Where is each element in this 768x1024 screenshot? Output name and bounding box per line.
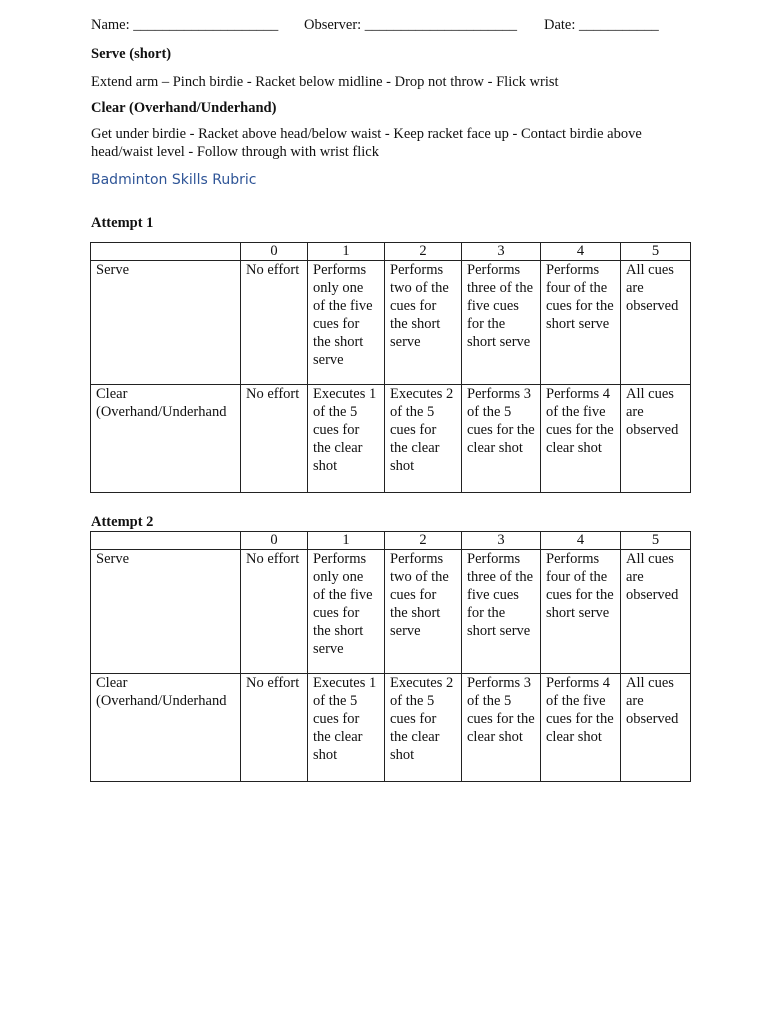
score-header-0: 0 xyxy=(241,532,308,550)
rubric-cell-score-4: Performs four of the cues for the short serve xyxy=(541,550,621,674)
score-header-2: 2 xyxy=(385,532,462,550)
clear-cues-text: Get under birdie - Racket above head/below waist - Keep racket face up - Contact birdie above head/waist level - Follow through with wrist flick xyxy=(91,126,642,160)
attempt-2-title: Attempt 2 xyxy=(91,514,154,530)
rubric-cell-score-5: All cues are observed xyxy=(621,674,691,782)
score-header-3: 3 xyxy=(462,532,541,550)
date-field: Date: ___________ xyxy=(544,17,659,33)
name-field: Name: ____________________ xyxy=(91,17,279,33)
attempt-1-title: Attempt 1 xyxy=(91,215,154,231)
rubric-cell-score-3: Performs 3 of the 5 cues for the clear shot xyxy=(462,385,541,493)
rubric-cell-score-0: No effort xyxy=(241,674,308,782)
rubric-cell-score-4: Performs 4 of the five cues for the clear shot xyxy=(541,385,621,493)
score-header-2: 2 xyxy=(385,243,462,261)
rubric-cell-score-1: Executes 1 of the 5 cues for the clear shot xyxy=(308,674,385,782)
rubric-cell-score-0: No effort xyxy=(241,261,308,385)
rubric-cell-score-0: No effort xyxy=(241,385,308,493)
score-header-1: 1 xyxy=(308,243,385,261)
attempt-1-table xyxy=(90,242,691,493)
rubric-cell-score-5: All cues are observed xyxy=(621,385,691,493)
score-header-4: 4 xyxy=(541,243,621,261)
rubric-cell-score-3: Performs three of the five cues for the short serve xyxy=(462,261,541,385)
rubric-cell-score-1: Executes 1 of the 5 cues for the clear shot xyxy=(308,385,385,493)
rubric-cell-score-5: All cues are observed xyxy=(621,261,691,385)
rubric-cell-score-0: No effort xyxy=(241,550,308,674)
rubric-cell-score-3: Performs 3 of the 5 cues for the clear shot xyxy=(462,674,541,782)
skill-label-cell: Clear (Overhand/Underhand xyxy=(91,385,241,493)
rubric-cell-score-4: Performs four of the cues for the short serve xyxy=(541,261,621,385)
serve-row xyxy=(91,550,691,674)
skill-label-cell: Serve xyxy=(91,261,241,385)
serve-row xyxy=(91,261,691,385)
clear-row xyxy=(91,385,691,493)
header-fields xyxy=(91,17,691,37)
rubric-cell-score-1: Performs only one of the five cues for the short serve xyxy=(308,261,385,385)
rubric-cell-score-5: All cues are observed xyxy=(621,550,691,674)
rubric-header-row xyxy=(91,243,691,261)
rubric-cell-score-2: Executes 2 of the 5 cues for the clear shot xyxy=(385,385,462,493)
clear-heading: Clear (Overhand/Underhand) xyxy=(91,100,277,116)
rubric-cell-score-4: Performs 4 of the five cues for the clear shot xyxy=(541,674,621,782)
rubric-cell-score-2: Performs two of the cues for the short serve xyxy=(385,550,462,674)
clear-row xyxy=(91,674,691,782)
skill-label-cell: Serve xyxy=(91,550,241,674)
header-cell-blank xyxy=(91,243,241,261)
observer-field: Observer: _____________________ xyxy=(304,17,518,33)
rubric-cell-score-3: Performs three of the five cues for the short serve xyxy=(462,550,541,674)
header-cell-blank xyxy=(91,532,241,550)
rubric-header-row xyxy=(91,532,691,550)
attempt-2-table xyxy=(90,531,691,782)
skill-label-cell: Clear (Overhand/Underhand xyxy=(91,674,241,782)
score-header-5: 5 xyxy=(621,532,691,550)
serve-heading: Serve (short) xyxy=(91,46,172,62)
score-header-1: 1 xyxy=(308,532,385,550)
rubric-cell-score-2: Executes 2 of the 5 cues for the clear shot xyxy=(385,674,462,782)
score-header-4: 4 xyxy=(541,532,621,550)
score-header-5: 5 xyxy=(621,243,691,261)
rubric-cell-score-1: Performs only one of the five cues for the short serve xyxy=(308,550,385,674)
rubric-cell-score-2: Performs two of the cues for the short serve xyxy=(385,261,462,385)
serve-cues-text: Extend arm – Pinch birdie - Racket below midline - Drop not throw - Flick wrist xyxy=(91,74,559,90)
score-header-3: 3 xyxy=(462,243,541,261)
rubric-title: Badminton Skills Rubric xyxy=(91,172,257,188)
score-header-0: 0 xyxy=(241,243,308,261)
